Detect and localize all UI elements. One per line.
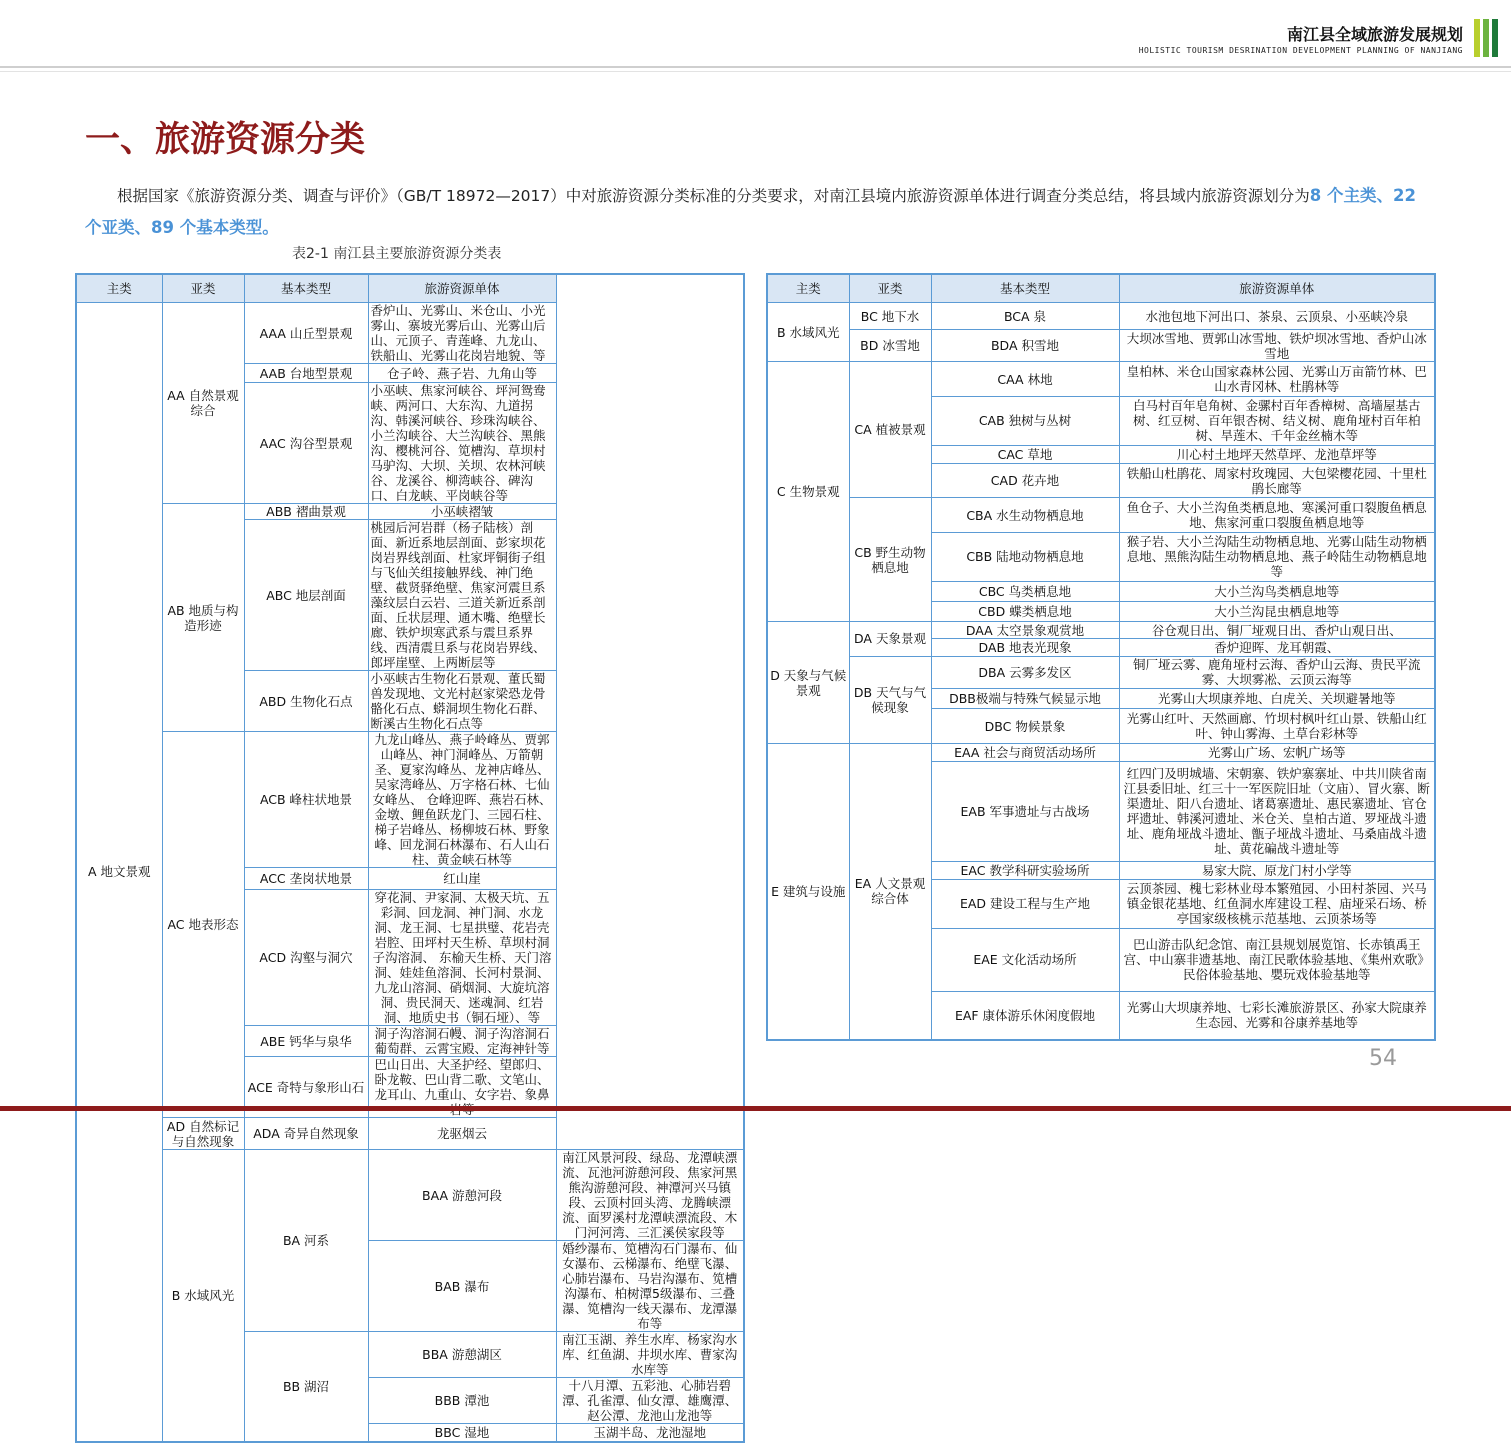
- subcategory: DB 天气与气候现象: [849, 656, 931, 743]
- resource-units: 鱼仓子、大小兰沟鱼类栖息地、寒溪河重口裂腹鱼栖息地、焦家河重口裂腹鱼栖息地等: [1119, 498, 1435, 533]
- basic-type: DAB 地表光现象: [931, 639, 1119, 656]
- table-caption: 表2-1 南江县主要旅游资源分类表: [292, 246, 502, 262]
- brand-bar-3: [1492, 19, 1498, 57]
- resource-units: 光雾山广场、宏帆广场等: [1119, 743, 1435, 761]
- basic-type: ACD 沟壑与洞穴: [244, 890, 368, 1026]
- basic-type: ABC 地层剖面: [244, 520, 368, 671]
- resource-units: 龙驱烟云: [368, 1118, 556, 1150]
- section-title: 一、旅游资源分类: [85, 120, 366, 160]
- basic-type: BAA 游憩河段: [368, 1150, 556, 1241]
- brand-color-bars: [1474, 19, 1498, 57]
- classification-table-right: [766, 273, 1436, 1041]
- basic-type: BBB 潭池: [368, 1378, 556, 1424]
- basic-type: ABB 褶曲景观: [244, 504, 368, 520]
- basic-type: CAC 草地: [931, 445, 1119, 463]
- basic-type: EAD 建设工程与生产地: [931, 879, 1119, 928]
- basic-type: BBC 湿地: [368, 1424, 556, 1442]
- basic-type: BDA 积雪地: [931, 329, 1119, 361]
- resource-units: 红山崖: [368, 868, 556, 890]
- basic-type: CAB 独树与丛树: [931, 396, 1119, 445]
- subcategory: DA 天象景观: [849, 622, 931, 657]
- basic-type: EAB 军事遗址与古战场: [931, 762, 1119, 861]
- document-title: 南江县全域旅游发展规划: [1286, 25, 1463, 44]
- intro-paragraph: [85, 180, 1425, 244]
- subcategory: CA 植被景观: [849, 362, 931, 498]
- resource-units: 皇柏林、米仓山国家森林公园、光雾山万亩箭竹林、巴山水青冈林、杜鹃林等: [1119, 362, 1435, 397]
- resource-units: 婚纱瀑布、笕槽沟石门瀑布、仙女瀑布、云梯瀑布、绝壁飞瀑、心肺岩瀑布、马岩沟瀑布、笕槽沟瀑布、柏树潭5级瀑布、三叠瀑、笕槽沟一线天瀑布、龙潭瀑布等: [556, 1241, 744, 1332]
- resource-units: 光雾山大坝康养地、白虎关、关坝避暑地等: [1119, 689, 1435, 709]
- basic-type: ABD 生物化石点: [244, 671, 368, 732]
- resource-units: 谷仓观日出、铜厂垭观日出、香炉山观日出、: [1119, 622, 1435, 639]
- basic-type: CAD 花卉地: [931, 463, 1119, 498]
- subcategory: BA 河系: [244, 1150, 368, 1332]
- resource-units: 香炉迎晖、龙耳朝霞、: [1119, 639, 1435, 656]
- main-category: E 建筑与设施: [767, 743, 849, 1040]
- document-subtitle: HOLISTIC TOURISM DESRINATION DEVELOPMENT PLANNING OF NANJIANG: [1138, 46, 1463, 55]
- resource-units: 穿花洞、尹家洞、太极天坑、五彩洞、回龙洞、神门洞、水龙洞、龙王洞、七星拱璧、花岩壳岩腔、田坪村天生桥、草坝村洞子沟溶洞、 东榆天生桥、天门溶洞、娃娃鱼溶洞、长河村景洞、九龙山溶洞、硝烟洞、大旋坑溶洞、贵民洞天、迷魂洞、红岩洞、地质史书（铜石垭）、等: [368, 890, 556, 1026]
- resource-units: 十八月潭、五彩池、心肺岩碧潭、孔雀潭、仙女潭、雄鹰潭、赵公潭、龙池山龙池等: [556, 1378, 744, 1424]
- basic-type: CBD 蝶类栖息地: [931, 601, 1119, 621]
- footer-rule: [0, 1106, 1511, 1111]
- subcategory: BC 地下水: [849, 303, 931, 329]
- intro-text: 根据国家《旅游资源分类、调查与评价》（GB/T 18972—2017）中对旅游资源分类标准的分类要求，对南江县境内旅游资源单体进行调查分类总结，将县域内旅游资源划分为: [117, 187, 1310, 205]
- basic-type: ACB 峰柱状地景: [244, 732, 368, 868]
- resource-units: 云顶茶园、槐七彩林业母本繁殖园、小田村茶园、兴马镇金银花基地、红鱼洞水库建设工程、庙垭采石场、桥亭国家级核桃示范基地、云顶茶场等: [1119, 879, 1435, 928]
- basic-type: CAA 林地: [931, 362, 1119, 397]
- resource-units: 小巫峡、焦家河峡谷、坪河鸳鸯峡、两河口、大东沟、九道拐沟、韩溪河峡谷、珍珠沟峡谷、小兰沟峡谷、大兰沟峡谷、黑熊沟、樱桃河谷、笕槽沟、草坝村马驴沟、大坝、关坝、农林河峡谷、龙溪谷、柳湾峡谷、碑沟口、白龙峡、平岗峡谷等: [368, 383, 556, 504]
- basic-type: ABE 钙华与泉华: [244, 1026, 368, 1057]
- resource-units: 小巫峡褶皱: [368, 504, 556, 520]
- basic-type: EAE 文化活动场所: [931, 928, 1119, 991]
- intro-highlight: 8 个主类、22 个亚类、89 个基本类型。: [85, 186, 1416, 237]
- resource-units: 铁船山杜鹃花、周家村玫瑰园、大包梁樱花园、十里杜鹃长廊等: [1119, 463, 1435, 498]
- resource-units: 猴子岩、大小兰沟陆生动物栖息地、光雾山陆生动物栖息地、黑熊沟陆生动物栖息地、燕子岭陆生动物栖息地等: [1119, 532, 1435, 581]
- basic-type: AAC 沟谷型景观: [244, 383, 368, 504]
- subcategory: BB 湖沼: [244, 1332, 368, 1442]
- resource-units: 白马村百年皂角树、金骡村百年香樟树、高墙屋基古树、红豆树、百年银杏树、结义树、鹿角垭村百年柏树、旱莲木、千年金丝楠木等: [1119, 396, 1435, 445]
- page-number: 54: [1369, 1046, 1397, 1071]
- basic-type: EAA 社会与商贸活动场所: [931, 743, 1119, 761]
- basic-type: AAA 山丘型景观: [244, 303, 368, 364]
- basic-type: CBC 鸟类栖息地: [931, 581, 1119, 601]
- main-category: B 水域风光: [162, 1150, 244, 1442]
- resource-units: 香炉山、光雾山、米仓山、小光雾山、寨坡光雾后山、光雾山后山、元顶子、青莲峰、九龙山、铁船山、光雾山花岗岩地貌、等: [368, 303, 556, 364]
- resource-units: 南江玉湖、养生水库、杨家沟水库、红鱼湖、井坝水库、曹家沟水库等: [556, 1332, 744, 1378]
- resource-units: 大小兰沟昆虫栖息地等: [1119, 601, 1435, 621]
- basic-type: CBB 陆地动物栖息地: [931, 532, 1119, 581]
- subcategory: AB 地质与构造形迹: [162, 504, 244, 732]
- resource-units: 九龙山峰丛、燕子岭峰丛、贾郭山峰丛、神门洞峰丛、万箭朝圣、夏家沟峰丛、龙神店峰丛、吴家湾峰丛、万字格石林、七仙女峰丛、 仓峰迎晖、燕岩石林、金墩、鲤鱼跃龙门、三园石柱、梯子岩峰丛、杨柳坡石林、野象峰、回龙洞石林瀑布、石人山石柱、黄金峡石林等: [368, 732, 556, 868]
- resource-units: 巴山日出、大圣护经、望郎归、卧龙鞍、巴山背二歌、文笔山、龙耳山、九重山、女字岩、象鼻: [368, 1057, 556, 1118]
- basic-type: BBA 游憩湖区: [368, 1332, 556, 1378]
- brand-bar-1: [1474, 19, 1480, 57]
- resource-units: 易家大院、原龙门村小学等: [1119, 861, 1435, 879]
- resource-units: 洞子沟溶洞石幔、洞子沟溶洞石葡萄群、云霄宝殿、定海神针等: [368, 1026, 556, 1057]
- main-category: D 天象与气候景观: [767, 622, 849, 744]
- resource-units: 小巫峡古生物化石景观、董氏蜀兽发现地、文光村赵家梁恐龙骨骼化石点、蟒洞坝生物化石群、断溪古生物化石点等: [368, 671, 556, 732]
- column-header: 亚类: [849, 274, 931, 303]
- column-header: 旅游资源单体: [1119, 274, 1435, 303]
- column-header: 旅游资源单体: [368, 274, 556, 303]
- header-divider: [0, 66, 1511, 68]
- column-header: 基本类型: [931, 274, 1119, 303]
- subcategory: EA 人文景观综合体: [849, 743, 931, 1040]
- subcategory: AD 自然标记与自然现象: [162, 1118, 244, 1150]
- basic-type: BCA 泉: [931, 303, 1119, 329]
- basic-type: ADA 奇异自然现象: [244, 1118, 368, 1150]
- resource-units: 大小兰沟鸟类栖息地等: [1119, 581, 1435, 601]
- resource-units: 川心村土地坪天然草坪、龙池草坪等: [1119, 445, 1435, 463]
- basic-type: EAC 教学科研实验场所: [931, 861, 1119, 879]
- basic-type: DBA 云雾多发区: [931, 656, 1119, 688]
- basic-type: EAF 康体游乐休闲度假地: [931, 991, 1119, 1040]
- main-category: A 地文景观: [76, 303, 162, 1442]
- resource-units: 光雾山红叶、天然画廊、竹坝村枫叶红山景、铁船山红叶、钟山雾海、土草台彩林等: [1119, 709, 1435, 744]
- basic-type: ACC 垄岗状地景: [244, 868, 368, 890]
- resource-units: 大坝冰雪地、贾郭山冰雪地、铁炉坝冰雪地、香炉山冰雪地: [1119, 329, 1435, 361]
- subcategory: AC 地表形态: [162, 732, 244, 1118]
- subcategory: BD 冰雪地: [849, 329, 931, 361]
- basic-type: CBA 水生动物栖息地: [931, 498, 1119, 533]
- basic-type: ACE 奇特与象形山石: [244, 1057, 368, 1118]
- column-header: 主类: [767, 274, 849, 303]
- basic-type: AAB 台地型景观: [244, 364, 368, 383]
- resource-units: 南江风景河段、绿岛、龙潭峡漂流、瓦池河游憩河段、焦家河黑熊沟游憩河段、神潭河兴马镇段、云顶村回头湾、龙腾峡漂流、面罗溪村龙潭峡漂流段、木门河河湾、三汇溪侯家段等: [556, 1150, 744, 1241]
- resource-units: 铜厂垭云雾、鹿角垭村云海、香炉山云海、贵民平流雾、大坝雾凇、云顶云海等: [1119, 656, 1435, 688]
- subcategory: AA 自然景观综合: [162, 303, 244, 504]
- resource-units: 桃园后河岩群（杨子陆核）剖面、新近系地层剖面、彭家坝花岗岩界线剖面、杜家坪铜街子组与飞仙关组接触界线、神门绝壁、截贤驿绝壁、焦家河震旦系藻纹层白云岩、三道关新近系剖面、丘状层理、通木嘴、绝壁长廊、铁炉坝寒武系与震旦系界线、西清震旦系与花岗岩界线、郎坪崖壁、上两断层等: [368, 520, 556, 671]
- main-category: C 生物景观: [767, 362, 849, 622]
- resource-units: 光雾山大坝康养地、七彩长滩旅游景区、孙家大院康养生态园、光雾和谷康养基地等: [1119, 991, 1435, 1040]
- basic-type: BAB 瀑布: [368, 1241, 556, 1332]
- classification-table-left: [75, 273, 745, 1443]
- resource-units: 玉湖半岛、龙池湿地: [556, 1424, 744, 1442]
- subcategory: CB 野生动物栖息地: [849, 498, 931, 622]
- basic-type: DAA 太空景象观赏地: [931, 622, 1119, 639]
- resource-units: 红四门及明城墙、宋朝寨、铁炉寨寨址、中共川陕省南江县委旧址、红三十一军医院旧址（文庙）、冒火寨、断渠遗址、阳八台遗址、诸葛寨遗址、惠民寨遗址、官仓坪遗址、韩溪河遗址、米仓关、皇柏古道、罗垭战斗遗址、鹿角垭战斗遗址、甑子垭战斗遗址、马桑庙战斗遗址、黄花碥战斗遗址等: [1119, 762, 1435, 861]
- main-category: B 水域风光: [767, 303, 849, 362]
- resource-units: 仓子岭、燕子岩、九角山等: [368, 364, 556, 383]
- basic-type: DBC 物候景象: [931, 709, 1119, 744]
- column-header: 基本类型: [244, 274, 368, 303]
- resource-units: 水池包地下河出口、茶泉、云顶泉、小巫峡冷泉: [1119, 303, 1435, 329]
- brand-bar-2: [1483, 19, 1489, 57]
- column-header: 主类: [76, 274, 162, 303]
- header-divider-thin: [0, 71, 1511, 72]
- column-header: 亚类: [162, 274, 244, 303]
- basic-type: DBB极端与特殊气候显示地: [931, 689, 1119, 709]
- resource-units: 巴山游击队纪念馆、南江县规划展览馆、长赤镇禹王宫、中山寨非遗基地、南江民歌体验基地、《集州欢歌》民俗体验基地、嬰玩戏体验基地等: [1119, 928, 1435, 991]
